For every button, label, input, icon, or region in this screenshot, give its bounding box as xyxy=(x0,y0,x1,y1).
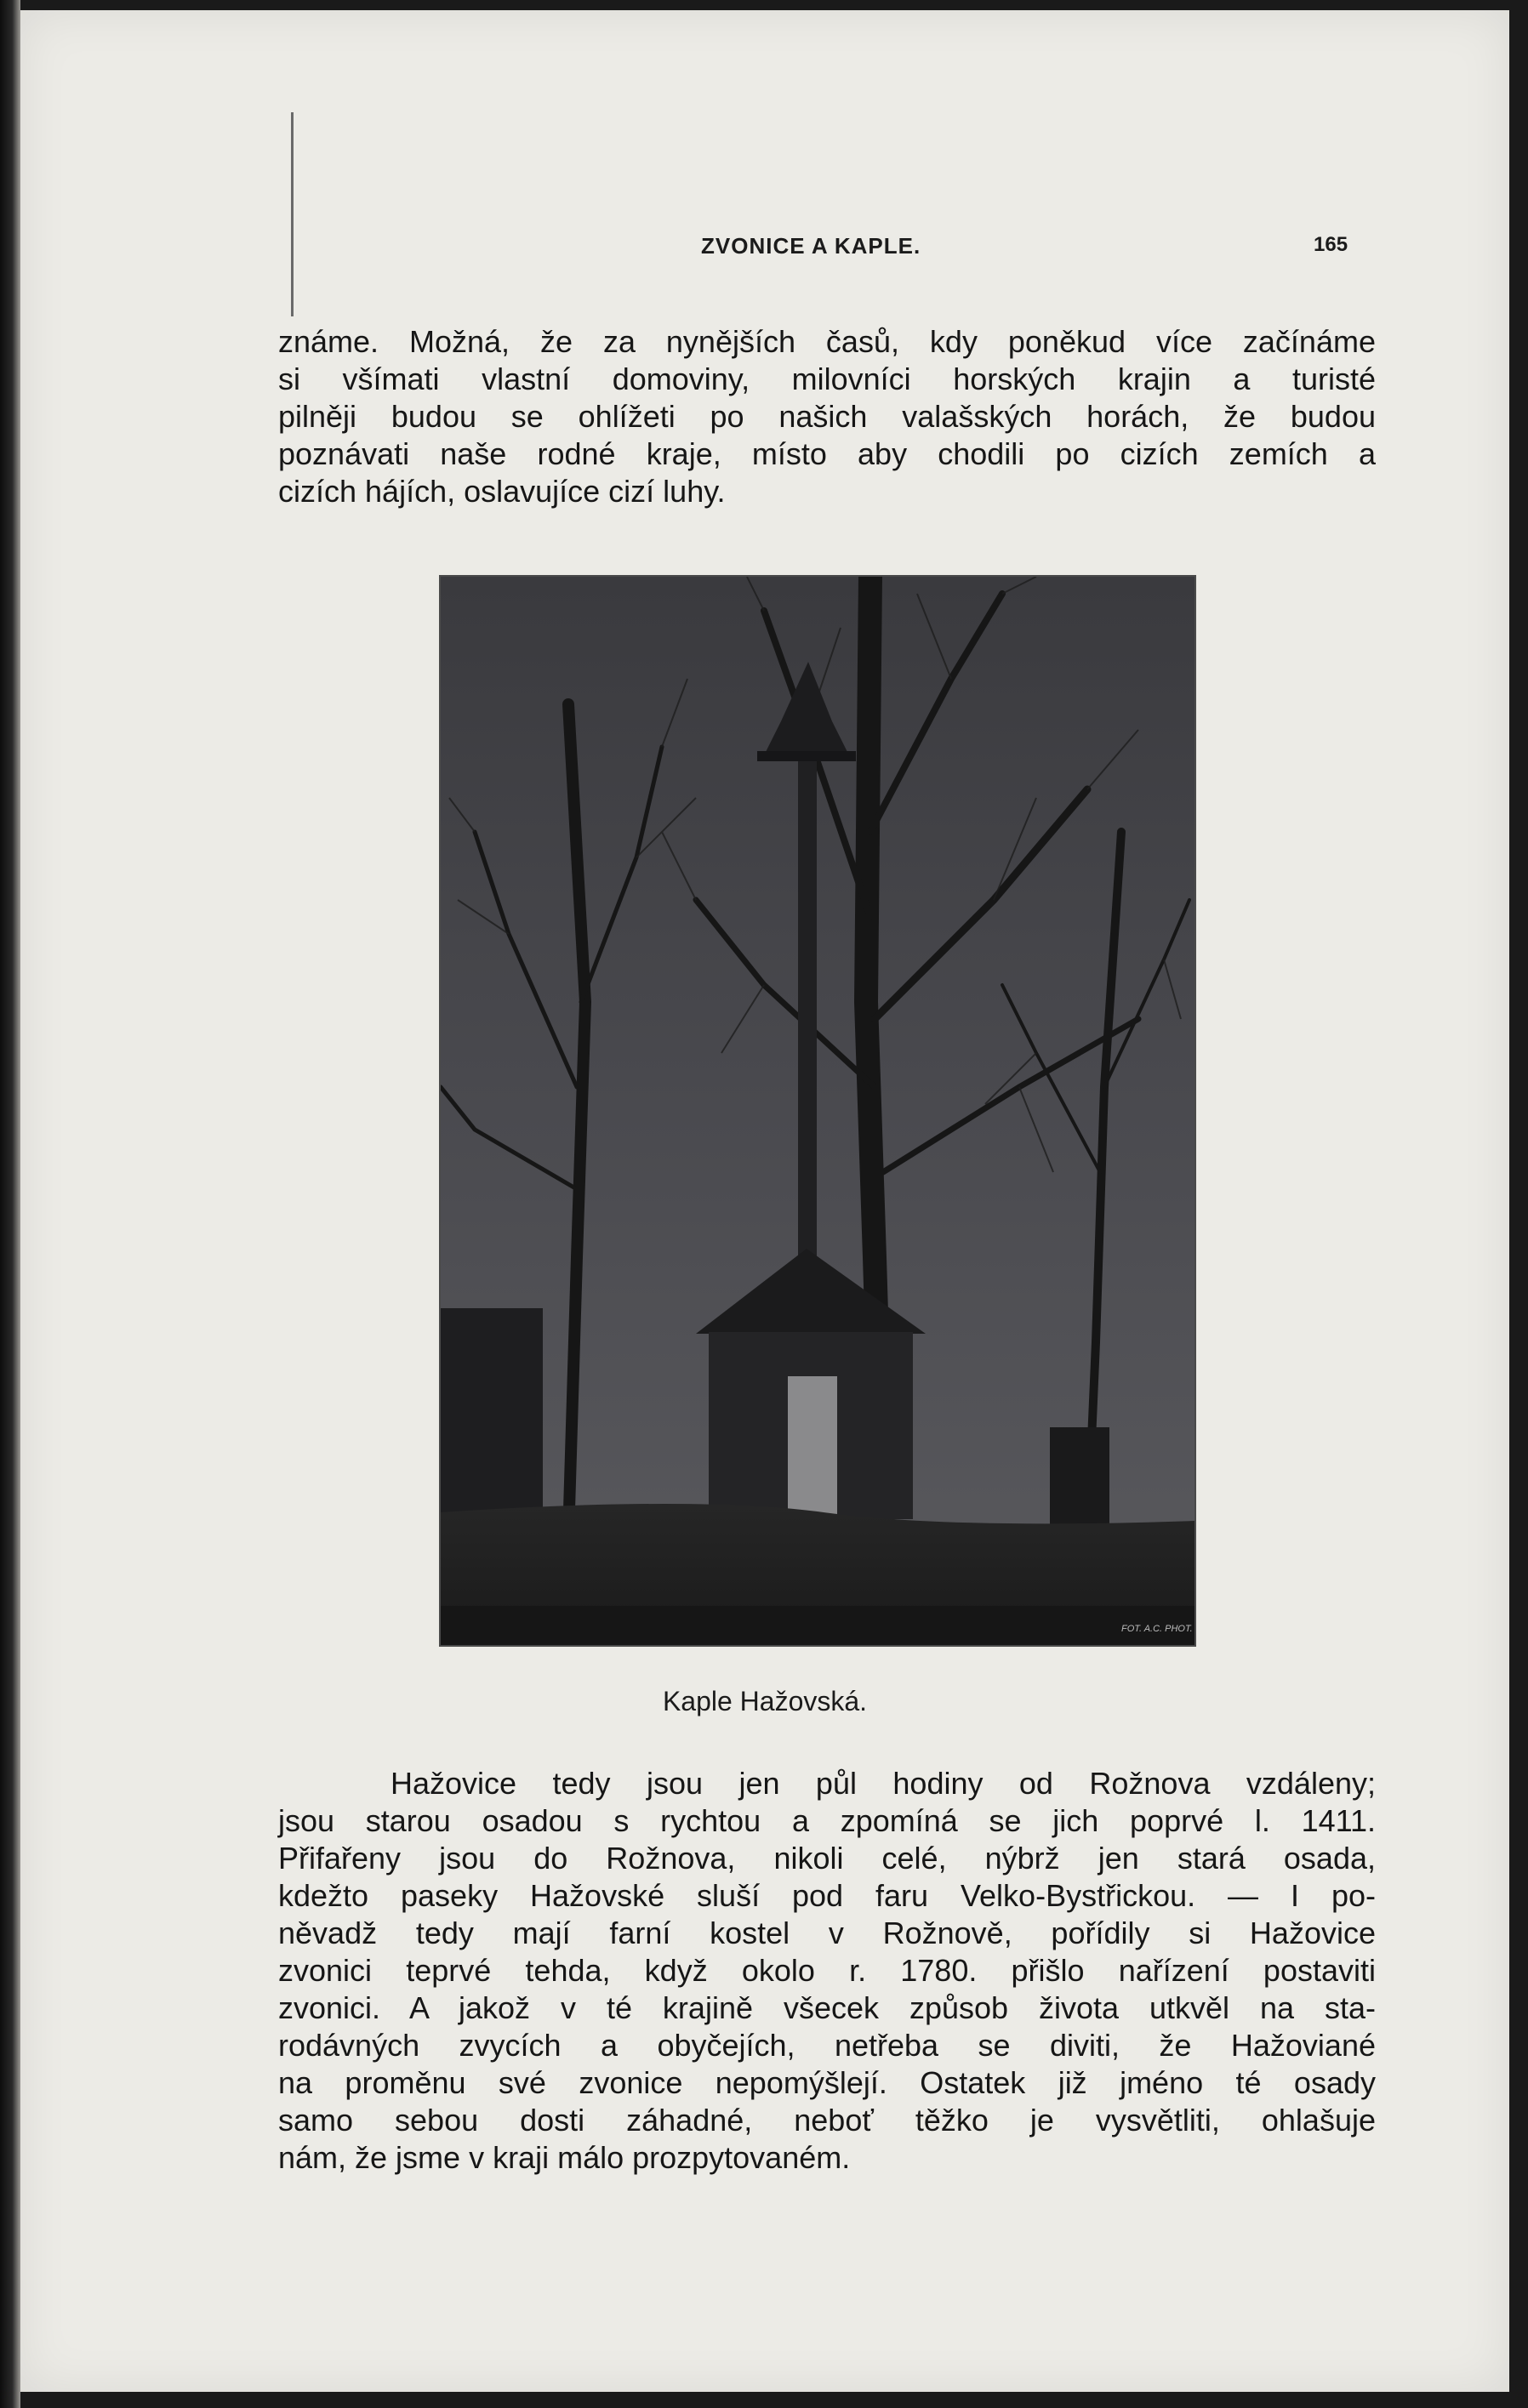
paragraph-line: cizích hájích, oslavujíce cizí luhy. xyxy=(278,474,726,509)
header-title: ZVONICE A KAPLE. xyxy=(701,233,921,259)
paragraph-line: si všímati vlastní domoviny, milovníci horských krajin a turisté xyxy=(278,361,1376,396)
scan-edge xyxy=(0,0,20,2408)
paragraph-line: poznávati naše rodné kraje, místo aby chodili po cizích zemích a xyxy=(278,436,1376,471)
running-header xyxy=(701,233,1382,267)
paragraph-line: zvonici. A jakož v té krajině všecek způsob života utkvěl na sta- xyxy=(278,1990,1376,2025)
paragraph-line: nám, že jsme v kraji málo prozpytovaném. xyxy=(278,2140,851,2175)
paragraph-line: Přifařeny jsou do Rožnova, nikoli celé, nýbrž jen stará osada, xyxy=(278,1841,1376,1876)
paragraph-line: samo sebou dosti záhadné, neboť těžko je vysvětliti, ohlašuje xyxy=(278,2103,1376,2138)
paragraph-1 xyxy=(278,323,1376,510)
paragraph-line: rodávných zvycích a obyčejích, netřeba se diviti, že Hažoviané xyxy=(278,2028,1376,2063)
page-number: 165 xyxy=(1314,233,1348,256)
figure-caption: Kaple Hažovská. xyxy=(662,1686,868,1716)
paragraph-line: jsou starou osadou s rychtou a zpomíná se jich poprvé l. 1411. xyxy=(278,1803,1376,1838)
book-page xyxy=(20,10,1509,2392)
paragraph-line: pilněji budou se ohlížeti po našich valašských horách, že budou xyxy=(278,399,1376,434)
paragraph-line: Hažovice tedy jsou jen půl hodiny od Rožnova vzdáleny; xyxy=(391,1766,1376,1801)
chapel-photo-image xyxy=(441,577,1194,1645)
paragraph-line: kdežto paseky Hažovské sluší pod faru Velko-Bystřickou. — I po- xyxy=(278,1878,1376,1913)
chapel-photo xyxy=(439,575,1196,1647)
paragraph-line: něvadž tedy mají farní kostel v Rožnově, pořídily si Hažovice xyxy=(278,1916,1376,1950)
paragraph-line: zvonici teprvé tehda, když okolo r. 1780. přišlo nařízení postaviti xyxy=(278,1953,1376,1988)
paragraph-2 xyxy=(278,1765,1376,2177)
paragraph-line: známe. Možná, že za nynějších časů, kdy poněkud více začínáme xyxy=(278,324,1376,359)
paragraph-line: na proměnu své zvonice nepomýšlejí. Ostatek již jméno té osady xyxy=(278,2065,1376,2100)
margin-mark xyxy=(291,112,294,316)
photo-signature: FOT. A.C. PHOT. xyxy=(1121,1624,1193,1634)
